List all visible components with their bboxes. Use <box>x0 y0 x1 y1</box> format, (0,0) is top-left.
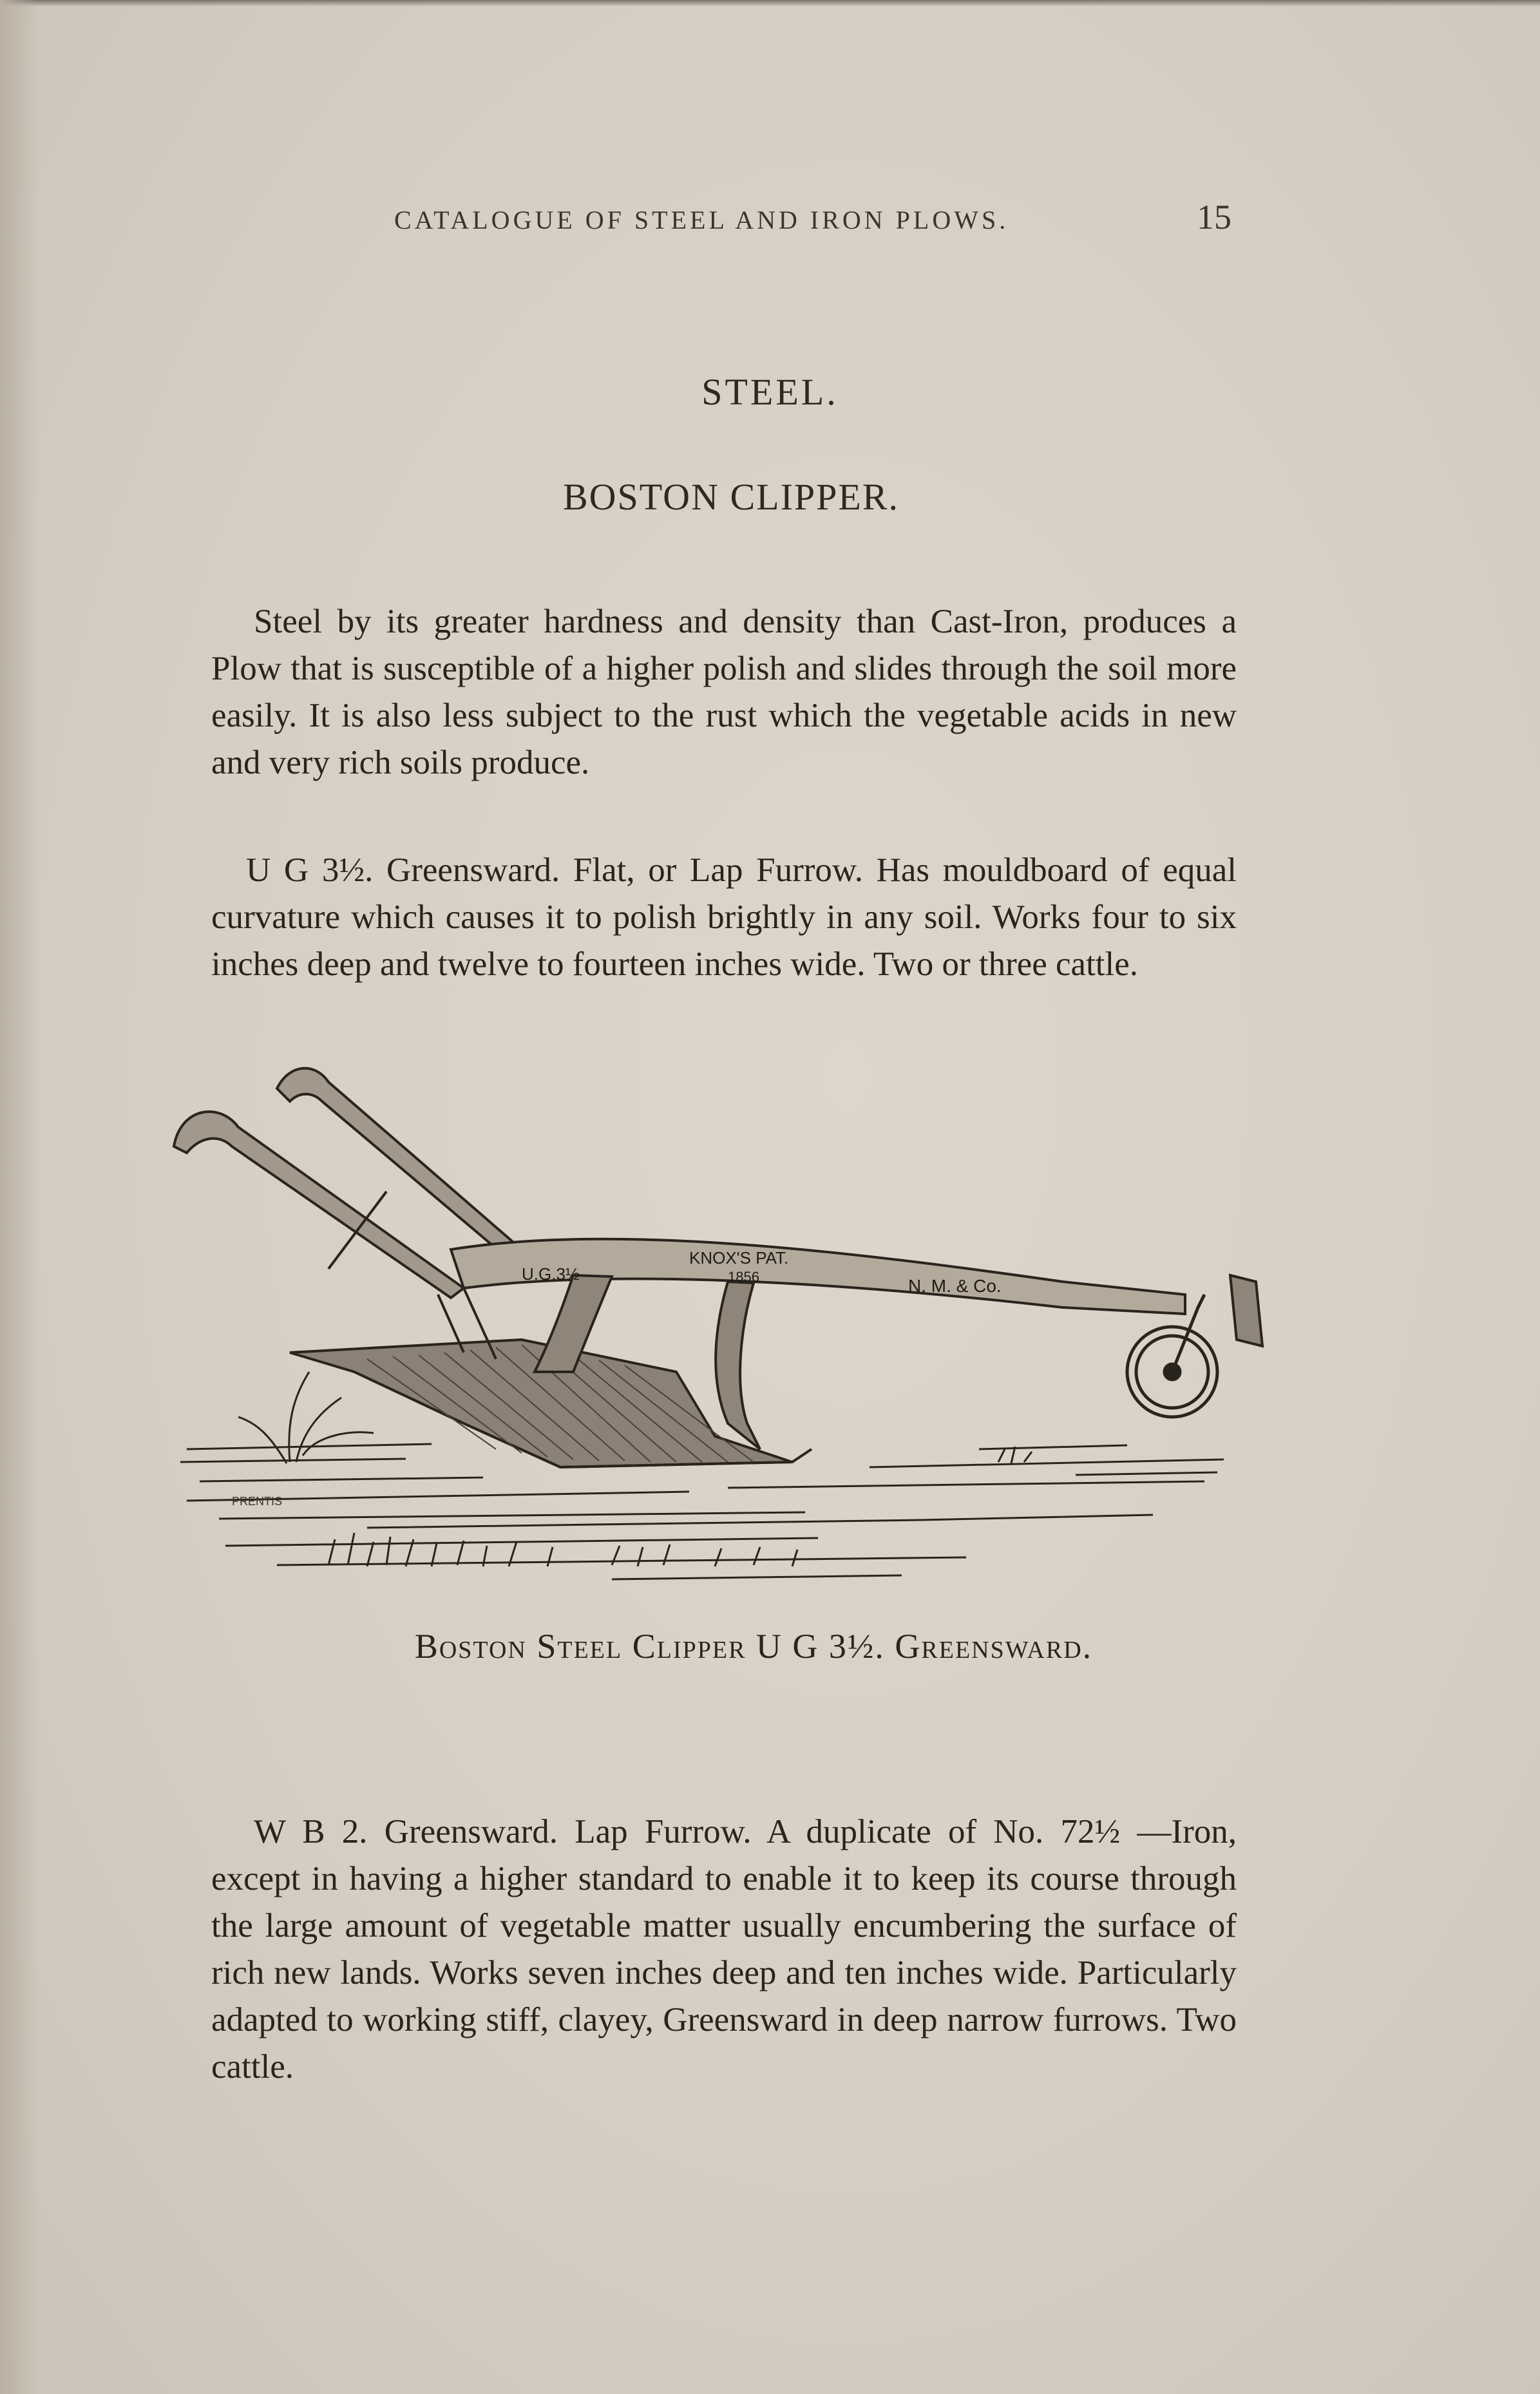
wb-paragraph: W B 2. Greensward. Lap Furrow. A duplicate of No. 72½ —Iron, except in having a higher standard to enable it to keep its course through the large amount of vegetable matter usually encumbering the surface of rich new lands. Works seven inches deep and ten inches wide. Particularly adapted to working stiff, clayey, Greensward in deep narrow furrows. Two cattle. <box>211 1813 1237 2085</box>
intro-paragraph: Steel by its greater hardness and density than Cast-Iron, produces a Plow that is susceptible of a higher polish and slides through the soil more easily. It is also less subject to the rust which the vegetable acids in new and very rich soils produce. <box>211 603 1237 781</box>
plow-engraving <box>161 1037 1301 1604</box>
clevis <box>1230 1275 1262 1346</box>
running-title: CATALOGUE OF STEEL AND IRON PLOWS. <box>394 205 1009 234</box>
section-title: STEEL. <box>701 371 839 413</box>
beam-patent-mark: KNOX'S PAT. <box>689 1248 789 1268</box>
page-top-edge <box>0 0 1540 6</box>
page-number: 15 <box>1197 198 1231 236</box>
engraver-signature: PRENTIS <box>232 1495 283 1508</box>
beam-model-mark: U.G.3½ <box>522 1264 580 1284</box>
beam-maker-mark: N. M. & Co. <box>908 1276 1002 1296</box>
plow-handles <box>174 1069 522 1359</box>
beam-year-mark: 1856 <box>728 1269 759 1285</box>
figure-caption: Boston Steel Clipper U G 3½. Greensward. <box>414 1627 1093 1666</box>
section-subtitle: BOSTON CLIPPER. <box>562 476 900 518</box>
page-binding-edge <box>0 0 39 2394</box>
ug-paragraph: U G 3½. Greensward. Flat, or Lap Furrow. Has mouldboard of equal curvature which causes it to polish brightly in any soil. Works four to six inches deep and twelve to fourteen inches wide. Two or three cattle. <box>211 851 1237 983</box>
